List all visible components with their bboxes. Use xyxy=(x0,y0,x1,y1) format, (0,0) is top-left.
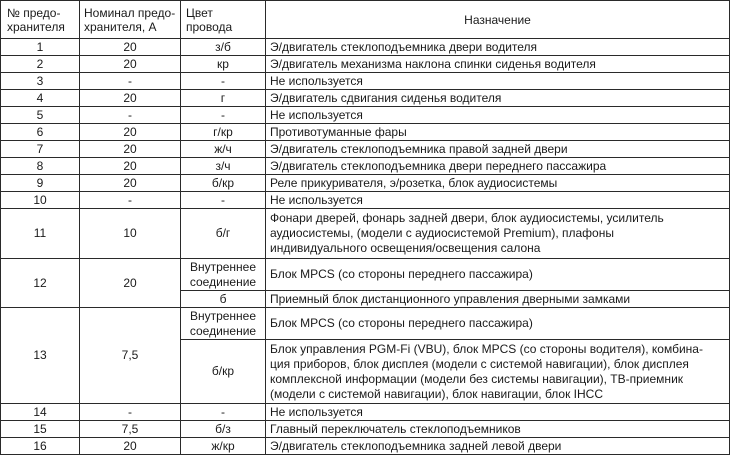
wire-color-cell xyxy=(181,291,266,308)
fuse-number-cell: 4 xyxy=(1,90,80,107)
wire-color-cell-line: б xyxy=(219,291,227,306)
table-row xyxy=(1,308,730,340)
purpose-cell-line: ция приборов, блок дисплея (модели с системой навигации), блок дисплея xyxy=(270,356,689,371)
wire-color-cell: г/кр xyxy=(181,124,266,141)
purpose-cell-line: индивидуального освещения/освещения салона xyxy=(270,241,541,255)
table-row xyxy=(1,39,730,56)
purpose-cell-line: Не используется xyxy=(270,73,363,88)
fuse-number-cell: 12 xyxy=(1,259,80,308)
purpose-cell-line: Э/двигатель сдвигания сиденья водителя xyxy=(270,90,502,105)
table-row xyxy=(1,421,730,438)
table-row xyxy=(1,107,730,124)
wire-color-cell: б/з xyxy=(181,421,266,438)
purpose-cell xyxy=(266,175,730,192)
table-row xyxy=(1,158,730,175)
purpose-cell-line: Фонари дверей, фонарь задней двери, блок аудиосистемы, усилитель xyxy=(270,211,664,225)
fuse-number-cell: 5 xyxy=(1,107,80,124)
col-header-fuse-number-line2: хранителя xyxy=(7,19,65,34)
wire-color-cell: ж/кр xyxy=(181,438,266,455)
fuse-rating-cell: - xyxy=(80,404,181,421)
header-row xyxy=(1,1,730,39)
wire-color-cell: - xyxy=(181,107,266,124)
purpose-cell-line: Э/двигатель стеклоподъемника правой задней двери xyxy=(270,141,568,156)
purpose-cell-line: комплексной информации (модели без системы навигации), ТВ-приемник xyxy=(270,371,684,386)
wire-color-cell-line: Внутреннее xyxy=(189,308,257,323)
wire-color-cell: - xyxy=(181,192,266,209)
table-row xyxy=(1,192,730,209)
fuse-rating-cell: 20 xyxy=(80,438,181,455)
purpose-cell xyxy=(266,259,730,291)
purpose-cell xyxy=(266,158,730,175)
wire-color-cell: г xyxy=(181,90,266,107)
table-row xyxy=(1,175,730,192)
fuse-rating-cell: 7,5 xyxy=(80,308,181,404)
fuse-rating-cell: 7,5 xyxy=(80,421,181,438)
purpose-cell xyxy=(266,404,730,421)
table-row xyxy=(1,56,730,73)
wire-color-cell: з/ч xyxy=(181,158,266,175)
fuse-rating-cell: - xyxy=(80,107,181,124)
col-header-fuse-number-line1: № предо- xyxy=(7,5,61,20)
purpose-cell-line: аудиосистемы, (модели с аудиосистемой Premium), плафоны xyxy=(270,226,614,240)
col-header-wire-color xyxy=(181,1,266,39)
purpose-cell-line: Блок управления PGM-Fi (VBU), блок MPCS (со стороны водителя), комбина- xyxy=(270,341,703,356)
fuse-rating-cell: 20 xyxy=(80,141,181,158)
col-header-purpose xyxy=(266,1,730,39)
fuse-number-cell: 14 xyxy=(1,404,80,421)
wire-color-cell-line: соединение xyxy=(189,274,257,289)
wire-color-cell xyxy=(181,259,266,291)
purpose-cell-line: Э/двигатель стеклоподъемника двери переднего пассажира xyxy=(270,158,607,173)
fuse-rating-cell: - xyxy=(80,73,181,90)
purpose-cell xyxy=(266,438,730,455)
purpose-cell-line: Не используется xyxy=(270,404,363,419)
wire-color-cell: б/кр xyxy=(181,175,266,192)
purpose-cell-line: Не используется xyxy=(270,107,363,122)
fuse-number-cell: 2 xyxy=(1,56,80,73)
purpose-cell-line: Э/двигатель механизма наклона спинки сиденья водителя xyxy=(270,56,596,71)
col-header-fuse-rating xyxy=(80,1,181,39)
wire-color-cell-line: б/кр xyxy=(211,364,235,378)
purpose-cell-line: Не используется xyxy=(270,192,363,207)
fuse-number-cell: 7 xyxy=(1,141,80,158)
col-header-purpose-label: Назначение xyxy=(464,12,531,27)
fuse-number-cell: 10 xyxy=(1,192,80,209)
col-header-wire-color-line2: провода xyxy=(186,19,233,34)
purpose-cell-line: Противотуманные фары xyxy=(270,124,407,139)
purpose-cell-line: Э/двигатель стеклоподъемника двери водителя xyxy=(270,39,538,54)
purpose-cell xyxy=(266,308,730,340)
table-row xyxy=(1,90,730,107)
purpose-cell xyxy=(266,56,730,73)
purpose-cell xyxy=(266,141,730,158)
purpose-cell xyxy=(266,90,730,107)
fuse-number-cell: 11 xyxy=(1,209,80,259)
wire-color-cell-line: соединение xyxy=(189,323,257,338)
purpose-cell-line: Реле прикуривателя, э/розетка, блок аудиосистемы xyxy=(270,175,558,190)
purpose-cell-line: Э/двигатель стеклоподъемника задней левой двери xyxy=(270,438,562,453)
wire-color-cell xyxy=(181,308,266,340)
fuse-number-cell: 6 xyxy=(1,124,80,141)
purpose-cell xyxy=(266,73,730,90)
table-row xyxy=(1,73,730,90)
wire-color-cell: - xyxy=(181,404,266,421)
purpose-cell xyxy=(266,421,730,438)
purpose-cell xyxy=(266,107,730,124)
purpose-cell xyxy=(266,39,730,56)
table-body xyxy=(1,39,730,455)
wire-color-cell: - xyxy=(181,73,266,90)
wire-color-cell: ж/ч xyxy=(181,141,266,158)
fuse-number-cell: 15 xyxy=(1,421,80,438)
fuse-number-cell: 16 xyxy=(1,438,80,455)
table-row xyxy=(1,259,730,291)
fuse-number-cell: 3 xyxy=(1,73,80,90)
fuse-number-cell: 8 xyxy=(1,158,80,175)
table-row xyxy=(1,141,730,158)
purpose-cell-line: Приемный блок дистанционного управления дверными замками xyxy=(270,291,631,306)
fuse-rating-cell: 20 xyxy=(80,39,181,56)
col-header-fuse-rating-line1: Номинал предо- xyxy=(84,5,176,20)
fuse-rating-cell: 10 xyxy=(80,209,181,259)
fuse-number-cell: 1 xyxy=(1,39,80,56)
fuse-rating-cell: 20 xyxy=(80,158,181,175)
fuse-rating-cell: 20 xyxy=(80,90,181,107)
purpose-cell-line: Блок MPCS (со стороны переднего пассажира) xyxy=(270,267,533,281)
purpose-cell-line: (модели с системой навигации), блок навигации, блок IHCC xyxy=(270,386,604,401)
fuse-rating-cell: - xyxy=(80,192,181,209)
col-header-wire-color-line1: Цвет xyxy=(186,5,213,20)
fuse-number-cell: 13 xyxy=(1,308,80,404)
col-header-fuse-number xyxy=(1,1,80,39)
table-row xyxy=(1,124,730,141)
table-row xyxy=(1,438,730,455)
fuse-number-cell: 9 xyxy=(1,175,80,192)
fuse-rating-cell: 20 xyxy=(80,175,181,192)
purpose-cell xyxy=(266,192,730,209)
wire-color-cell: з/б xyxy=(181,39,266,56)
purpose-cell-line: Блок MPCS (со стороны переднего пассажира) xyxy=(270,316,533,330)
purpose-cell xyxy=(266,124,730,141)
purpose-cell-line: Главный переключатель стеклоподъемников xyxy=(270,421,521,436)
table-row xyxy=(1,209,730,259)
purpose-cell xyxy=(266,209,730,259)
wire-color-cell xyxy=(181,340,266,404)
fuse-rating-cell: 20 xyxy=(80,56,181,73)
table-row xyxy=(1,404,730,421)
wire-color-cell-line: Внутреннее xyxy=(189,259,257,274)
fuse-rating-cell: 20 xyxy=(80,259,181,308)
purpose-cell xyxy=(266,340,730,404)
wire-color-cell: б/г xyxy=(181,209,266,259)
wire-color-cell: кр xyxy=(181,56,266,73)
purpose-cell xyxy=(266,291,730,308)
col-header-fuse-rating-line2: хранителя, А xyxy=(84,19,157,34)
fuse-rating-cell: 20 xyxy=(80,124,181,141)
